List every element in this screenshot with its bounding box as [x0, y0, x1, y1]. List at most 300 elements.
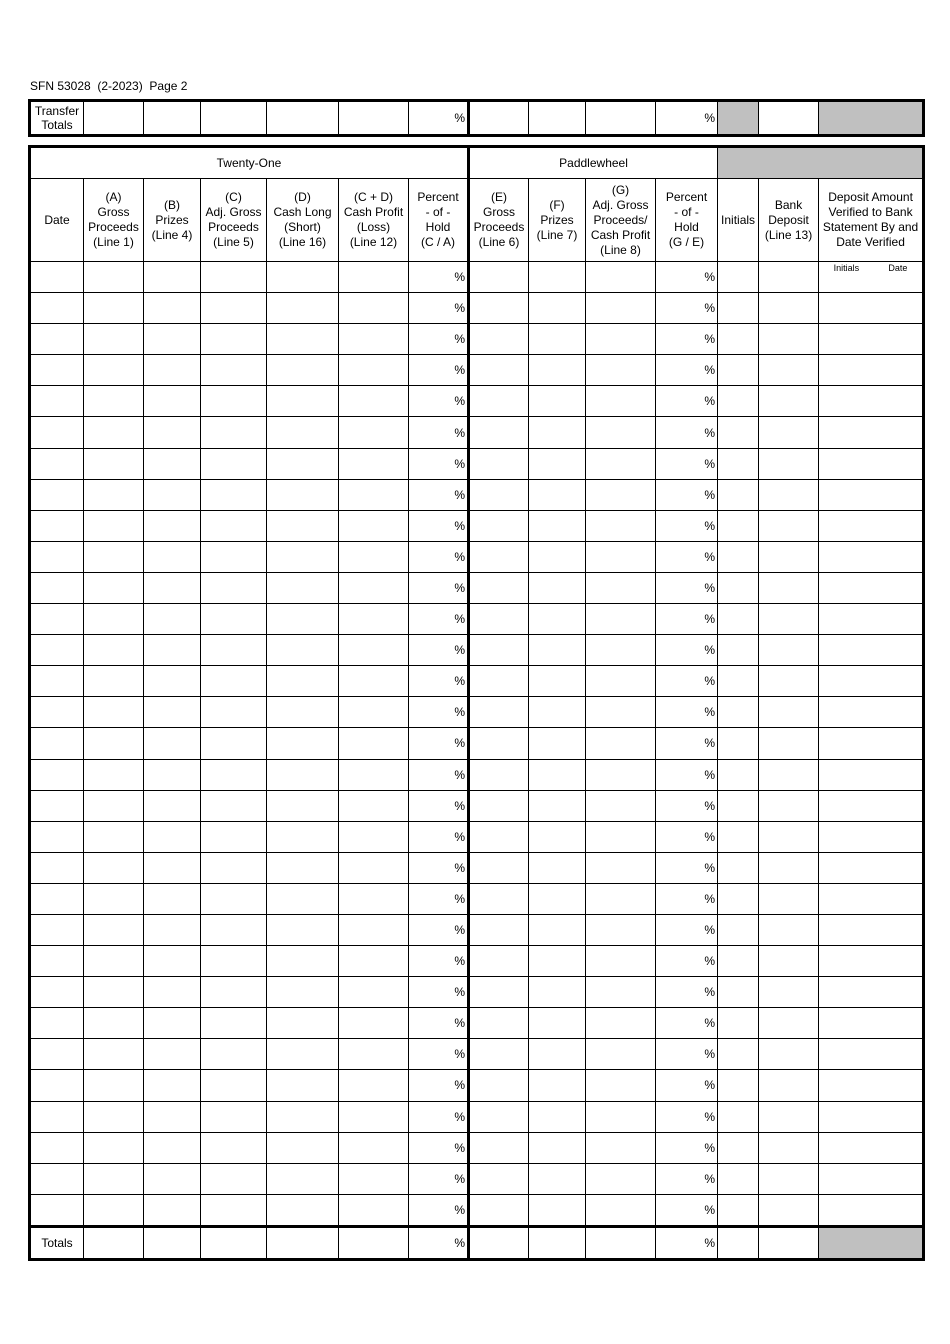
cell-verified[interactable]	[819, 1070, 924, 1101]
cell-c[interactable]	[201, 883, 267, 914]
cell-c[interactable]	[201, 448, 267, 479]
cell-f[interactable]	[529, 572, 586, 603]
cell-cd[interactable]	[339, 417, 409, 448]
cell-e[interactable]	[469, 666, 529, 697]
cell-verified[interactable]	[819, 541, 924, 572]
cell-f[interactable]	[529, 852, 586, 883]
cell-date[interactable]	[30, 666, 84, 697]
cell-b[interactable]	[144, 666, 201, 697]
totals-pct2[interactable]: %	[656, 1226, 718, 1259]
cell-cd[interactable]	[339, 1163, 409, 1194]
cell-bank[interactable]	[759, 324, 819, 355]
cell-b[interactable]	[144, 697, 201, 728]
cell-e[interactable]	[469, 355, 529, 386]
cell-f[interactable]	[529, 262, 586, 293]
cell-f[interactable]	[529, 1070, 586, 1101]
cell-date[interactable]	[30, 448, 84, 479]
cell-c[interactable]	[201, 541, 267, 572]
transfer-b-cell[interactable]	[144, 101, 201, 136]
cell-cd[interactable]	[339, 355, 409, 386]
cell-pct1[interactable]: %	[409, 666, 469, 697]
cell-verified[interactable]	[819, 790, 924, 821]
cell-d[interactable]	[267, 417, 339, 448]
cell-pct1[interactable]: %	[409, 262, 469, 293]
cell-g[interactable]	[586, 386, 656, 417]
cell-f[interactable]	[529, 1008, 586, 1039]
totals-e[interactable]	[469, 1226, 529, 1259]
cell-b[interactable]	[144, 1039, 201, 1070]
transfer-a-cell[interactable]	[84, 101, 144, 136]
cell-e[interactable]	[469, 386, 529, 417]
cell-verified[interactable]	[819, 386, 924, 417]
cell-verified[interactable]	[819, 1008, 924, 1039]
cell-b[interactable]	[144, 852, 201, 883]
cell-e[interactable]	[469, 293, 529, 324]
cell-pct2[interactable]: %	[656, 386, 718, 417]
cell-e[interactable]	[469, 759, 529, 790]
cell-b[interactable]	[144, 1070, 201, 1101]
cell-g[interactable]	[586, 883, 656, 914]
cell-c[interactable]	[201, 386, 267, 417]
cell-verified[interactable]	[819, 355, 924, 386]
cell-pct1[interactable]: %	[409, 417, 469, 448]
cell-g[interactable]	[586, 604, 656, 635]
cell-c[interactable]	[201, 604, 267, 635]
cell-initials[interactable]	[718, 821, 759, 852]
cell-d[interactable]	[267, 510, 339, 541]
cell-e[interactable]	[469, 883, 529, 914]
cell-g[interactable]	[586, 852, 656, 883]
cell-initials[interactable]	[718, 293, 759, 324]
cell-bank[interactable]	[759, 635, 819, 666]
cell-g[interactable]	[586, 977, 656, 1008]
cell-d[interactable]	[267, 572, 339, 603]
cell-bank[interactable]	[759, 666, 819, 697]
cell-pct2[interactable]: %	[656, 635, 718, 666]
cell-date[interactable]	[30, 852, 84, 883]
cell-b[interactable]	[144, 821, 201, 852]
cell-pct2[interactable]: %	[656, 1132, 718, 1163]
cell-f[interactable]	[529, 977, 586, 1008]
cell-initials[interactable]	[718, 946, 759, 977]
cell-f[interactable]	[529, 1132, 586, 1163]
cell-bank[interactable]	[759, 541, 819, 572]
cell-bank[interactable]	[759, 604, 819, 635]
cell-verified[interactable]	[819, 604, 924, 635]
cell-cd[interactable]	[339, 541, 409, 572]
cell-g[interactable]	[586, 697, 656, 728]
cell-d[interactable]	[267, 479, 339, 510]
cell-bank[interactable]	[759, 697, 819, 728]
cell-verified[interactable]	[819, 479, 924, 510]
cell-cd[interactable]	[339, 262, 409, 293]
cell-date[interactable]	[30, 1008, 84, 1039]
cell-initials[interactable]	[718, 355, 759, 386]
cell-pct2[interactable]: %	[656, 946, 718, 977]
cell-c[interactable]	[201, 697, 267, 728]
cell-b[interactable]	[144, 448, 201, 479]
cell-a[interactable]	[84, 1039, 144, 1070]
cell-cd[interactable]	[339, 759, 409, 790]
cell-pct1[interactable]: %	[409, 946, 469, 977]
cell-a[interactable]	[84, 510, 144, 541]
cell-g[interactable]	[586, 946, 656, 977]
cell-d[interactable]	[267, 386, 339, 417]
cell-f[interactable]	[529, 1194, 586, 1226]
cell-cd[interactable]	[339, 852, 409, 883]
cell-f[interactable]	[529, 1101, 586, 1132]
cell-e[interactable]	[469, 852, 529, 883]
cell-g[interactable]	[586, 1070, 656, 1101]
totals-b[interactable]	[144, 1226, 201, 1259]
cell-bank[interactable]	[759, 759, 819, 790]
cell-initials[interactable]	[718, 386, 759, 417]
cell-date[interactable]	[30, 604, 84, 635]
cell-cd[interactable]	[339, 479, 409, 510]
cell-cd[interactable]	[339, 697, 409, 728]
cell-cd[interactable]	[339, 977, 409, 1008]
cell-initials[interactable]	[718, 883, 759, 914]
cell-e[interactable]	[469, 914, 529, 945]
cell-bank[interactable]	[759, 293, 819, 324]
cell-d[interactable]	[267, 448, 339, 479]
cell-a[interactable]	[84, 790, 144, 821]
transfer-g-cell[interactable]	[586, 101, 656, 136]
cell-bank[interactable]	[759, 355, 819, 386]
cell-bank[interactable]	[759, 1039, 819, 1070]
cell-initials[interactable]	[718, 417, 759, 448]
cell-pct2[interactable]: %	[656, 883, 718, 914]
cell-e[interactable]	[469, 541, 529, 572]
cell-bank[interactable]	[759, 1008, 819, 1039]
cell-a[interactable]	[84, 946, 144, 977]
cell-bank[interactable]	[759, 1101, 819, 1132]
cell-e[interactable]	[469, 1039, 529, 1070]
cell-f[interactable]	[529, 510, 586, 541]
cell-bank[interactable]	[759, 510, 819, 541]
cell-pct1[interactable]: %	[409, 324, 469, 355]
cell-g[interactable]	[586, 1132, 656, 1163]
cell-g[interactable]	[586, 324, 656, 355]
cell-b[interactable]	[144, 883, 201, 914]
cell-e[interactable]	[469, 448, 529, 479]
cell-e[interactable]	[469, 1194, 529, 1226]
cell-d[interactable]	[267, 914, 339, 945]
cell-date[interactable]	[30, 1194, 84, 1226]
cell-a[interactable]	[84, 448, 144, 479]
cell-bank[interactable]	[759, 448, 819, 479]
cell-e[interactable]	[469, 635, 529, 666]
cell-cd[interactable]	[339, 1101, 409, 1132]
cell-verified[interactable]	[819, 1194, 924, 1226]
cell-b[interactable]	[144, 635, 201, 666]
transfer-cd-cell[interactable]	[339, 101, 409, 136]
cell-pct1[interactable]: %	[409, 977, 469, 1008]
cell-a[interactable]	[84, 1101, 144, 1132]
cell-e[interactable]	[469, 728, 529, 759]
cell-date[interactable]	[30, 759, 84, 790]
transfer-pct1-cell[interactable]: %	[409, 101, 469, 136]
cell-b[interactable]	[144, 417, 201, 448]
cell-initials[interactable]	[718, 790, 759, 821]
cell-date[interactable]	[30, 417, 84, 448]
cell-g[interactable]	[586, 355, 656, 386]
cell-initials[interactable]	[718, 604, 759, 635]
cell-b[interactable]	[144, 293, 201, 324]
cell-g[interactable]	[586, 572, 656, 603]
cell-c[interactable]	[201, 1194, 267, 1226]
cell-b[interactable]	[144, 1194, 201, 1226]
cell-pct1[interactable]: %	[409, 1194, 469, 1226]
cell-bank[interactable]	[759, 1194, 819, 1226]
cell-initials[interactable]	[718, 1132, 759, 1163]
cell-c[interactable]	[201, 1070, 267, 1101]
cell-initials[interactable]	[718, 666, 759, 697]
cell-g[interactable]	[586, 448, 656, 479]
cell-g[interactable]	[586, 635, 656, 666]
cell-verified[interactable]	[819, 1039, 924, 1070]
totals-initials[interactable]	[718, 1226, 759, 1259]
cell-cd[interactable]	[339, 572, 409, 603]
cell-pct2[interactable]: %	[656, 262, 718, 293]
cell-initials[interactable]	[718, 914, 759, 945]
cell-d[interactable]	[267, 541, 339, 572]
cell-e[interactable]	[469, 790, 529, 821]
cell-a[interactable]	[84, 479, 144, 510]
cell-bank[interactable]	[759, 479, 819, 510]
cell-bank[interactable]	[759, 821, 819, 852]
cell-d[interactable]	[267, 946, 339, 977]
cell-cd[interactable]	[339, 914, 409, 945]
cell-a[interactable]	[84, 728, 144, 759]
cell-pct1[interactable]: %	[409, 355, 469, 386]
cell-c[interactable]	[201, 852, 267, 883]
cell-initials[interactable]	[718, 262, 759, 293]
cell-bank[interactable]	[759, 728, 819, 759]
cell-d[interactable]	[267, 355, 339, 386]
cell-date[interactable]	[30, 572, 84, 603]
cell-pct2[interactable]: %	[656, 324, 718, 355]
cell-pct1[interactable]: %	[409, 293, 469, 324]
cell-e[interactable]	[469, 1163, 529, 1194]
cell-d[interactable]	[267, 1101, 339, 1132]
cell-d[interactable]	[267, 883, 339, 914]
cell-a[interactable]	[84, 262, 144, 293]
cell-initials[interactable]	[718, 728, 759, 759]
cell-bank[interactable]	[759, 946, 819, 977]
cell-bank[interactable]	[759, 1132, 819, 1163]
cell-e[interactable]	[469, 1008, 529, 1039]
cell-d[interactable]	[267, 1070, 339, 1101]
cell-pct1[interactable]: %	[409, 604, 469, 635]
cell-bank[interactable]	[759, 790, 819, 821]
cell-initials[interactable]	[718, 697, 759, 728]
cell-pct2[interactable]: %	[656, 417, 718, 448]
cell-c[interactable]	[201, 635, 267, 666]
cell-verified[interactable]	[819, 1101, 924, 1132]
cell-f[interactable]	[529, 541, 586, 572]
cell-cd[interactable]	[339, 1039, 409, 1070]
cell-e[interactable]	[469, 510, 529, 541]
cell-verified[interactable]	[819, 914, 924, 945]
cell-e[interactable]	[469, 1101, 529, 1132]
cell-date[interactable]	[30, 790, 84, 821]
cell-pct2[interactable]: %	[656, 541, 718, 572]
cell-verified[interactable]	[819, 635, 924, 666]
cell-pct1[interactable]: %	[409, 635, 469, 666]
cell-a[interactable]	[84, 604, 144, 635]
cell-date[interactable]	[30, 1163, 84, 1194]
cell-b[interactable]	[144, 728, 201, 759]
cell-a[interactable]	[84, 386, 144, 417]
cell-pct1[interactable]: %	[409, 572, 469, 603]
cell-verified[interactable]	[819, 417, 924, 448]
cell-date[interactable]	[30, 1101, 84, 1132]
cell-initials[interactable]	[718, 448, 759, 479]
cell-bank[interactable]	[759, 883, 819, 914]
cell-g[interactable]	[586, 1039, 656, 1070]
cell-b[interactable]	[144, 790, 201, 821]
cell-d[interactable]	[267, 604, 339, 635]
cell-f[interactable]	[529, 821, 586, 852]
cell-date[interactable]	[30, 883, 84, 914]
cell-initials[interactable]	[718, 1194, 759, 1226]
cell-b[interactable]	[144, 914, 201, 945]
transfer-c-cell[interactable]	[201, 101, 267, 136]
cell-verified[interactable]	[819, 728, 924, 759]
cell-g[interactable]	[586, 790, 656, 821]
cell-c[interactable]	[201, 324, 267, 355]
cell-initials[interactable]	[718, 541, 759, 572]
cell-a[interactable]	[84, 666, 144, 697]
cell-e[interactable]	[469, 604, 529, 635]
cell-d[interactable]	[267, 1039, 339, 1070]
cell-d[interactable]	[267, 262, 339, 293]
cell-b[interactable]	[144, 572, 201, 603]
cell-f[interactable]	[529, 1039, 586, 1070]
cell-cd[interactable]	[339, 293, 409, 324]
cell-pct2[interactable]: %	[656, 1101, 718, 1132]
cell-pct1[interactable]: %	[409, 697, 469, 728]
cell-b[interactable]	[144, 1163, 201, 1194]
cell-a[interactable]	[84, 417, 144, 448]
transfer-bank-cell[interactable]	[759, 101, 819, 136]
cell-b[interactable]	[144, 1132, 201, 1163]
cell-verified[interactable]	[819, 262, 924, 293]
transfer-pct2-cell[interactable]: %	[656, 101, 718, 136]
cell-f[interactable]	[529, 386, 586, 417]
transfer-f-cell[interactable]	[529, 101, 586, 136]
cell-bank[interactable]	[759, 572, 819, 603]
cell-date[interactable]	[30, 1039, 84, 1070]
cell-cd[interactable]	[339, 821, 409, 852]
cell-f[interactable]	[529, 355, 586, 386]
cell-bank[interactable]	[759, 1163, 819, 1194]
cell-pct2[interactable]: %	[656, 355, 718, 386]
cell-cd[interactable]	[339, 604, 409, 635]
cell-e[interactable]	[469, 262, 529, 293]
cell-bank[interactable]	[759, 914, 819, 945]
cell-c[interactable]	[201, 510, 267, 541]
cell-d[interactable]	[267, 821, 339, 852]
cell-b[interactable]	[144, 324, 201, 355]
cell-a[interactable]	[84, 1008, 144, 1039]
cell-cd[interactable]	[339, 448, 409, 479]
cell-f[interactable]	[529, 759, 586, 790]
cell-c[interactable]	[201, 977, 267, 1008]
cell-d[interactable]	[267, 324, 339, 355]
cell-d[interactable]	[267, 1163, 339, 1194]
cell-pct1[interactable]: %	[409, 1039, 469, 1070]
cell-d[interactable]	[267, 697, 339, 728]
cell-c[interactable]	[201, 1101, 267, 1132]
cell-pct1[interactable]: %	[409, 510, 469, 541]
cell-g[interactable]	[586, 728, 656, 759]
cell-g[interactable]	[586, 541, 656, 572]
cell-c[interactable]	[201, 1008, 267, 1039]
cell-pct2[interactable]: %	[656, 448, 718, 479]
cell-pct2[interactable]: %	[656, 572, 718, 603]
cell-a[interactable]	[84, 293, 144, 324]
cell-initials[interactable]	[718, 1039, 759, 1070]
transfer-e-cell[interactable]	[469, 101, 529, 136]
cell-a[interactable]	[84, 635, 144, 666]
cell-verified[interactable]	[819, 510, 924, 541]
cell-b[interactable]	[144, 386, 201, 417]
cell-pct2[interactable]: %	[656, 479, 718, 510]
cell-f[interactable]	[529, 1163, 586, 1194]
cell-a[interactable]	[84, 821, 144, 852]
cell-verified[interactable]	[819, 448, 924, 479]
cell-f[interactable]	[529, 448, 586, 479]
cell-f[interactable]	[529, 946, 586, 977]
cell-bank[interactable]	[759, 852, 819, 883]
cell-date[interactable]	[30, 914, 84, 945]
cell-initials[interactable]	[718, 510, 759, 541]
cell-a[interactable]	[84, 1163, 144, 1194]
cell-g[interactable]	[586, 914, 656, 945]
cell-pct1[interactable]: %	[409, 914, 469, 945]
cell-g[interactable]	[586, 1101, 656, 1132]
cell-cd[interactable]	[339, 728, 409, 759]
cell-pct2[interactable]: %	[656, 728, 718, 759]
cell-initials[interactable]	[718, 635, 759, 666]
cell-initials[interactable]	[718, 852, 759, 883]
cell-date[interactable]	[30, 946, 84, 977]
cell-f[interactable]	[529, 635, 586, 666]
cell-pct1[interactable]: %	[409, 541, 469, 572]
cell-pct2[interactable]: %	[656, 759, 718, 790]
cell-a[interactable]	[84, 697, 144, 728]
cell-b[interactable]	[144, 541, 201, 572]
cell-pct2[interactable]: %	[656, 852, 718, 883]
cell-e[interactable]	[469, 1070, 529, 1101]
cell-initials[interactable]	[718, 572, 759, 603]
totals-pct1[interactable]: %	[409, 1226, 469, 1259]
cell-d[interactable]	[267, 666, 339, 697]
cell-cd[interactable]	[339, 1008, 409, 1039]
cell-e[interactable]	[469, 697, 529, 728]
cell-d[interactable]	[267, 1194, 339, 1226]
cell-g[interactable]	[586, 759, 656, 790]
cell-date[interactable]	[30, 728, 84, 759]
cell-f[interactable]	[529, 883, 586, 914]
cell-f[interactable]	[529, 479, 586, 510]
cell-initials[interactable]	[718, 479, 759, 510]
cell-c[interactable]	[201, 914, 267, 945]
cell-pct1[interactable]: %	[409, 448, 469, 479]
cell-verified[interactable]	[819, 759, 924, 790]
